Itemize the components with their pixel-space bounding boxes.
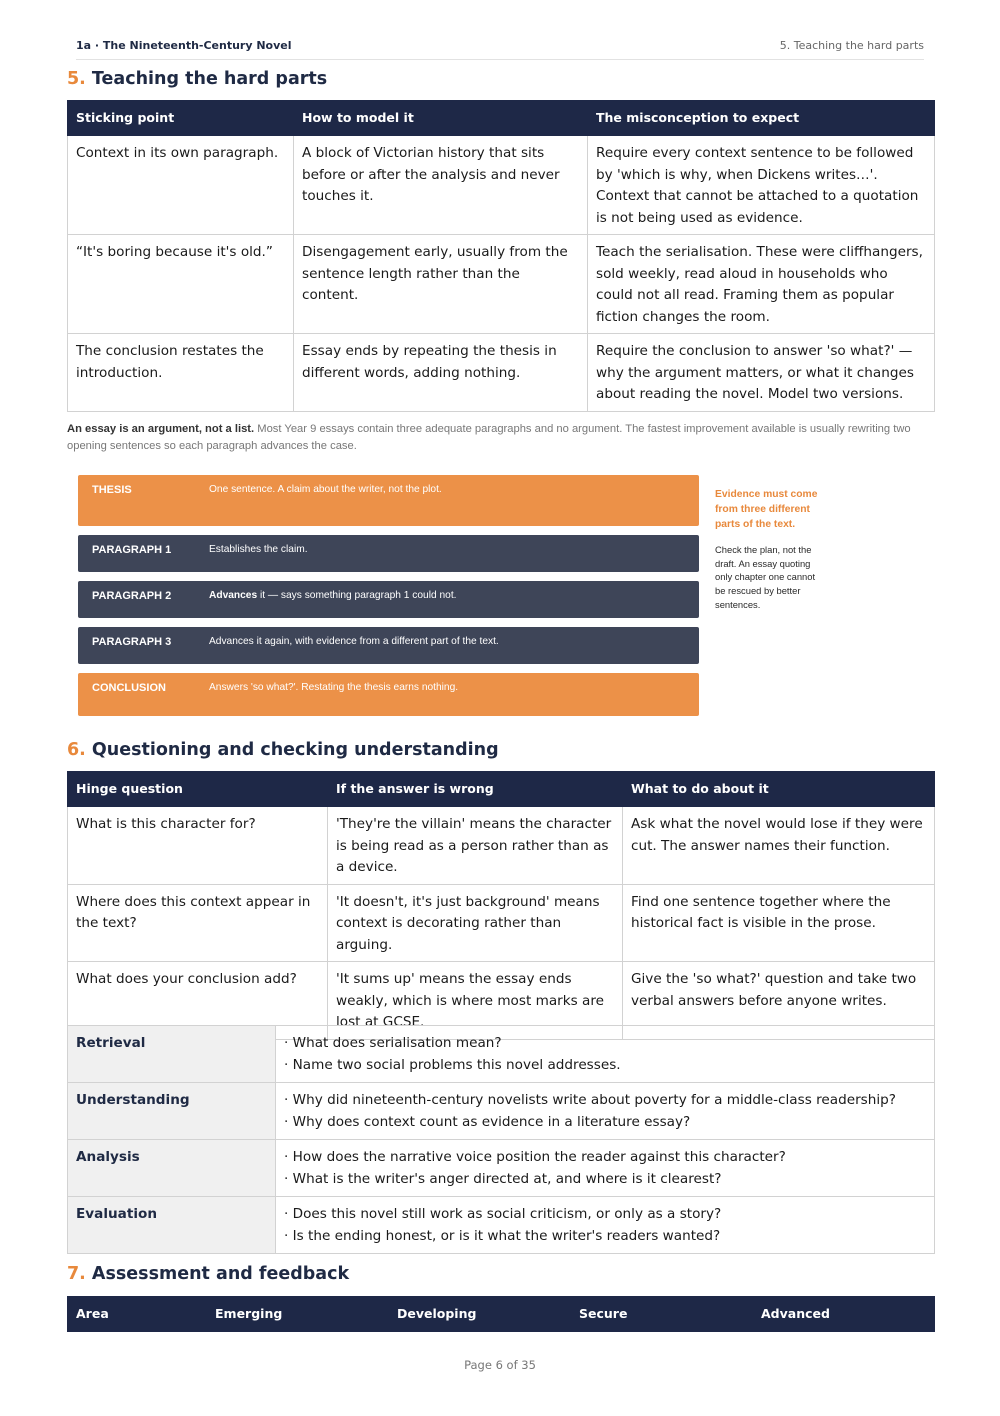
table-row <box>68 807 935 885</box>
evidence-callout-text: Check the plan, not the draft. An essay quoting only chapter one cannot be rescued by better sentences. <box>715 544 816 610</box>
note-lead: An essay is an argument, not a list. <box>67 423 255 435</box>
section-number: 6. <box>67 740 86 760</box>
table-cell: Disengagement early, usually from the sentence length rather than the content. <box>294 235 588 334</box>
column-header: Hinge question <box>68 772 328 807</box>
bar-text: One sentence. A claim about the writer, not the plot. <box>209 484 442 495</box>
column-header: If the answer is wrong <box>328 772 623 807</box>
column-header: Area <box>68 1297 207 1332</box>
question-item: · Name two social problems this novel addresses. <box>284 1056 621 1073</box>
level-questions <box>276 1140 935 1197</box>
section-number: 7. <box>67 1264 86 1284</box>
column-header: Sticking point <box>68 101 294 136</box>
table-row <box>68 136 935 235</box>
column-header: Advanced <box>753 1297 935 1332</box>
table-cell: Essay ends by repeating the thesis in different words, adding nothing. <box>294 334 588 412</box>
table-cell: 'It doesn't, it's just background' means context is decorating rather than arguing. <box>328 884 623 962</box>
section-7-heading <box>67 1264 349 1284</box>
question-item: · Does this novel still work as social criticism, or only as a story? <box>284 1206 722 1222</box>
table-cell: Find one sentence together where the historical fact is visible in the prose. <box>623 884 935 962</box>
table-header-row <box>68 101 935 136</box>
assessment-table <box>67 1296 935 1332</box>
column-header: Developing <box>389 1297 571 1332</box>
level-questions <box>276 1083 935 1140</box>
hinge-questions-table <box>67 771 935 1040</box>
bar-label: THESIS <box>92 484 132 496</box>
level-label: Retrieval <box>68 1026 276 1083</box>
document-title: 1a · The Nineteenth-Century Novel <box>76 39 292 52</box>
question-levels-table <box>67 1025 935 1254</box>
table-cell: Where does this context appear in the text? <box>68 884 328 962</box>
table-row <box>68 235 935 334</box>
bar-label: PARAGRAPH 1 <box>92 544 172 556</box>
table-cell: The conclusion restates the introduction. <box>68 334 294 412</box>
question-item: · Why does context count as evidence in a literature essay? <box>284 1113 691 1130</box>
question-item: · Why did nineteenth-century novelists write about poverty for a middle-class readership? <box>284 1092 896 1108</box>
level-questions <box>276 1026 935 1083</box>
table-row <box>68 1140 935 1197</box>
column-header: How to model it <box>294 101 588 136</box>
bar-label: CONCLUSION <box>92 682 166 694</box>
section-title: Assessment and feedback <box>91 1264 350 1284</box>
question-item: · How does the narrative voice position the reader against this character? <box>284 1149 786 1165</box>
table-cell: Ask what the novel would lose if they were cut. The answer names their function. <box>623 807 935 885</box>
bar-label: PARAGRAPH 3 <box>92 636 172 648</box>
table-cell: 'They're the villain' means the character is being read as a person rather than as a device. <box>328 807 623 885</box>
table-header-row <box>68 772 935 807</box>
running-header <box>76 37 924 60</box>
section-number: 5. <box>67 69 86 89</box>
question-item: · What is the writer's anger directed at, and where is it clearest? <box>284 1170 722 1187</box>
section-5-heading <box>67 69 327 89</box>
essay-plan-conclusion-bar <box>78 673 699 716</box>
table-cell: Teach the serialisation. These were cliffhangers, sold weekly, read aloud in households who could not all read. Framing them as popular fiction changes the room. <box>588 235 935 334</box>
question-item: · What does serialisation mean? <box>284 1035 502 1051</box>
evidence-callout-heading: Evidence must come from three different parts of the text. <box>715 489 818 530</box>
table-cell: 'It sums up' means the essay ends weakly, which is where most marks are lost at GCSE. <box>328 962 623 1040</box>
current-section-label: 5. Teaching the hard parts <box>779 39 924 52</box>
table-cell: Require every context sentence to be followed by 'which is why, when Dickens writes…'. Context that cannot be attached to a quotation is not being used as evidence. <box>588 136 935 235</box>
essay-plan-paragraph-3-bar <box>78 627 699 664</box>
table-row <box>68 334 935 412</box>
table-header-row <box>68 1297 935 1332</box>
essay-plan-thesis-bar <box>78 475 699 526</box>
column-header: Secure <box>571 1297 753 1332</box>
bar-text: Answers 'so what?'. Restating the thesis earns nothing. <box>209 682 459 693</box>
bar-text-emphasis: Advances <box>209 590 258 601</box>
table-row <box>68 1026 935 1083</box>
column-header: The misconception to expect <box>588 101 935 136</box>
bar-text: Advances it again, with evidence from a different part of the text. <box>209 636 499 647</box>
section-title: Questioning and checking understanding <box>91 740 499 760</box>
level-label: Analysis <box>68 1140 276 1197</box>
section-title: Teaching the hard parts <box>91 69 328 89</box>
level-label: Understanding <box>68 1083 276 1140</box>
section-6-heading <box>67 740 499 760</box>
table-cell: “It's boring because it's old.” <box>68 235 294 334</box>
essay-plan-paragraph-2-bar <box>78 581 699 618</box>
bar-text: Establishes the claim. <box>209 544 308 555</box>
page-number: Page 6 of 35 <box>464 1358 536 1372</box>
table-cell: Require the conclusion to answer 'so what?' — why the argument matters, or what it changes about reading the novel. Model two versions. <box>588 334 935 412</box>
column-header: Emerging <box>207 1297 389 1332</box>
table-cell: Context in its own paragraph. <box>68 136 294 235</box>
bar-text <box>209 590 456 601</box>
level-questions <box>276 1197 935 1254</box>
bar-label: PARAGRAPH 2 <box>92 590 172 602</box>
table-cell: What is this character for? <box>68 807 328 885</box>
table-cell: A block of Victorian history that sits before or after the analysis and never touches it. <box>294 136 588 235</box>
table-row <box>68 1197 935 1254</box>
column-header: What to do about it <box>623 772 935 807</box>
bar-text-rest: it — says something paragraph 1 could not. <box>257 590 457 601</box>
table-row <box>68 884 935 962</box>
question-item: · Is the ending honest, or is it what the writer's readers wanted? <box>284 1227 721 1244</box>
table-row <box>68 1083 935 1140</box>
level-label: Evaluation <box>68 1197 276 1254</box>
argument-note <box>67 421 937 454</box>
sticking-points-table <box>67 100 935 412</box>
note-text: Most Year 9 essays contain three adequate paragraphs and no argument. The fastest improvement available is usually rewriting two opening sentences so each paragraph advances the case. <box>67 423 911 452</box>
table-cell: What does your conclusion add? <box>68 962 328 1040</box>
table-cell: Give the 'so what?' question and take two verbal answers before anyone writes. <box>623 962 935 1040</box>
essay-plan-paragraph-1-bar <box>78 535 699 572</box>
